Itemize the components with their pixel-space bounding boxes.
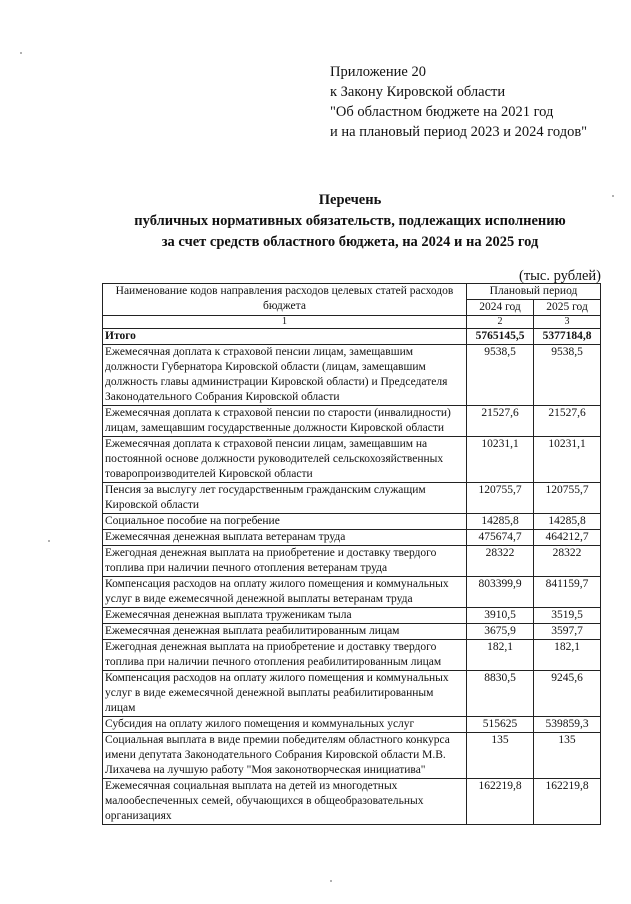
header-year-2025: 2025 год bbox=[534, 300, 601, 316]
row-value-2024: 10231,1 bbox=[467, 437, 534, 483]
column-index-row bbox=[103, 316, 601, 329]
row-name: Ежемесячная доплата к страховой пенсии лицам, замещавшим на постоянной основе должности руководителей сельскохозяйственных товаропроизводителей Кировской области bbox=[103, 437, 467, 483]
appendix-reference bbox=[330, 62, 587, 142]
row-value-2024: 14285,8 bbox=[467, 514, 534, 530]
table-row bbox=[103, 671, 601, 717]
scan-speck bbox=[612, 195, 614, 197]
row-value-2024: 3675,9 bbox=[467, 624, 534, 640]
table-row bbox=[103, 640, 601, 671]
row-value-2025: 28322 bbox=[534, 546, 601, 577]
table-row bbox=[103, 779, 601, 825]
row-value-2025: 9538,5 bbox=[534, 345, 601, 406]
header-period: Плановый период bbox=[467, 284, 601, 300]
row-value-2024: 803399,9 bbox=[467, 577, 534, 608]
title-line-2: публичных нормативных обязательств, подлежащих исполнению bbox=[134, 213, 566, 229]
row-value-2024: 9538,5 bbox=[467, 345, 534, 406]
row-name: Пенсия за выслугу лет государственным гражданским служащим Кировской области bbox=[103, 483, 467, 514]
row-value-2025: 21527,6 bbox=[534, 406, 601, 437]
row-name: Ежемесячная денежная выплата труженикам тыла bbox=[103, 608, 467, 624]
row-value-2025: 3519,5 bbox=[534, 608, 601, 624]
row-name: Ежемесячная денежная выплата ветеранам труда bbox=[103, 530, 467, 546]
header-year-2024: 2024 год bbox=[467, 300, 534, 316]
table-row bbox=[103, 483, 601, 514]
total-2025: 5377184,8 bbox=[534, 329, 601, 345]
row-value-2024: 515625 bbox=[467, 717, 534, 733]
row-name: Компенсация расходов на оплату жилого помещения и коммунальных услуг в виде ежемесячной денежной выплаты ветеранам труда bbox=[103, 577, 467, 608]
col-index-1: 1 bbox=[103, 316, 467, 329]
scan-speck bbox=[330, 880, 332, 882]
row-value-2025: 14285,8 bbox=[534, 514, 601, 530]
row-value-2024: 21527,6 bbox=[467, 406, 534, 437]
row-name: Ежемесячная денежная выплата реабилитированным лицам bbox=[103, 624, 467, 640]
table-row bbox=[103, 733, 601, 779]
row-value-2025: 841159,7 bbox=[534, 577, 601, 608]
table-row bbox=[103, 546, 601, 577]
row-name: Компенсация расходов на оплату жилого помещения и коммунальных услуг в виде ежемесячной денежной выплаты реабилитированным лицам bbox=[103, 671, 467, 717]
table-row bbox=[103, 345, 601, 406]
row-value-2024: 3910,5 bbox=[467, 608, 534, 624]
row-name: Ежемесячная социальная выплата на детей из многодетных малообеспеченных семей, обучающихся в общеобразовательных организациях bbox=[103, 779, 467, 825]
row-value-2025: 120755,7 bbox=[534, 483, 601, 514]
row-value-2024: 162219,8 bbox=[467, 779, 534, 825]
row-name: Ежегодная денежная выплата на приобретение и доставку твердого топлива при наличии печного отопления ветеранам труда bbox=[103, 546, 467, 577]
total-row bbox=[103, 329, 601, 345]
table-row bbox=[103, 437, 601, 483]
table-row bbox=[103, 406, 601, 437]
total-label: Итого bbox=[103, 329, 467, 345]
appendix-line-1: Приложение 20 bbox=[330, 64, 426, 80]
row-name: Социальная выплата в виде премии победителям областного конкурса имени депутата Законодательного Собрания Кировской области М.В. Лихачева на лучшую работу "Моя законотворческая инициатива" bbox=[103, 733, 467, 779]
row-name: Ежемесячная доплата к страховой пенсии по старости (инвалидности) лицам, замещавшим государственные должности Кировской области bbox=[103, 406, 467, 437]
row-value-2025: 9245,6 bbox=[534, 671, 601, 717]
table-row bbox=[103, 577, 601, 608]
header-name: Наименование кодов направления расходов целевых статей расходов бюджета bbox=[103, 284, 467, 316]
total-2024: 5765145,5 bbox=[467, 329, 534, 345]
row-name: Ежемесячная доплата к страховой пенсии лицам, замещавшим должности Губернатора Кировской области (лицам, замещавшим должность главы администрации Кировской области) и Председателя Законодательного Собрания Кировской области bbox=[103, 345, 467, 406]
row-name: Субсидия на оплату жилого помещения и коммунальных услуг bbox=[103, 717, 467, 733]
table-row bbox=[103, 717, 601, 733]
row-value-2025: 162219,8 bbox=[534, 779, 601, 825]
row-value-2025: 539859,3 bbox=[534, 717, 601, 733]
title-line-3: за счет средств областного бюджета, на 2024 и на 2025 год bbox=[161, 234, 539, 250]
row-value-2024: 120755,7 bbox=[467, 483, 534, 514]
table-row bbox=[103, 624, 601, 640]
appendix-line-3: "Об областном бюджете на 2021 год bbox=[330, 104, 554, 120]
row-value-2025: 135 bbox=[534, 733, 601, 779]
row-value-2025: 10231,1 bbox=[534, 437, 601, 483]
row-name: Социальное пособие на погребение bbox=[103, 514, 467, 530]
row-value-2024: 8830,5 bbox=[467, 671, 534, 717]
scan-speck bbox=[48, 540, 50, 542]
table-header-row bbox=[103, 284, 601, 300]
row-value-2025: 3597,7 bbox=[534, 624, 601, 640]
appendix-line-4: и на плановый период 2023 и 2024 годов" bbox=[330, 124, 588, 140]
row-value-2025: 182,1 bbox=[534, 640, 601, 671]
scan-speck bbox=[20, 52, 22, 54]
row-value-2024: 182,1 bbox=[467, 640, 534, 671]
row-value-2024: 475674,7 bbox=[467, 530, 534, 546]
col-index-3: 3 bbox=[534, 316, 601, 329]
obligations-table bbox=[102, 283, 601, 825]
table-row bbox=[103, 608, 601, 624]
table-row bbox=[103, 514, 601, 530]
appendix-line-2: к Закону Кировской области bbox=[330, 84, 506, 100]
document-title bbox=[60, 190, 631, 253]
col-index-2: 2 bbox=[467, 316, 534, 329]
table-row bbox=[103, 530, 601, 546]
row-value-2024: 135 bbox=[467, 733, 534, 779]
row-value-2024: 28322 bbox=[467, 546, 534, 577]
row-name: Ежегодная денежная выплата на приобретение и доставку твердого топлива при наличии печного отопления реабилитированным лицам bbox=[103, 640, 467, 671]
unit-label: (тыс. рублей) bbox=[519, 268, 601, 284]
title-line-1: Перечень bbox=[318, 192, 382, 208]
row-value-2025: 464212,7 bbox=[534, 530, 601, 546]
